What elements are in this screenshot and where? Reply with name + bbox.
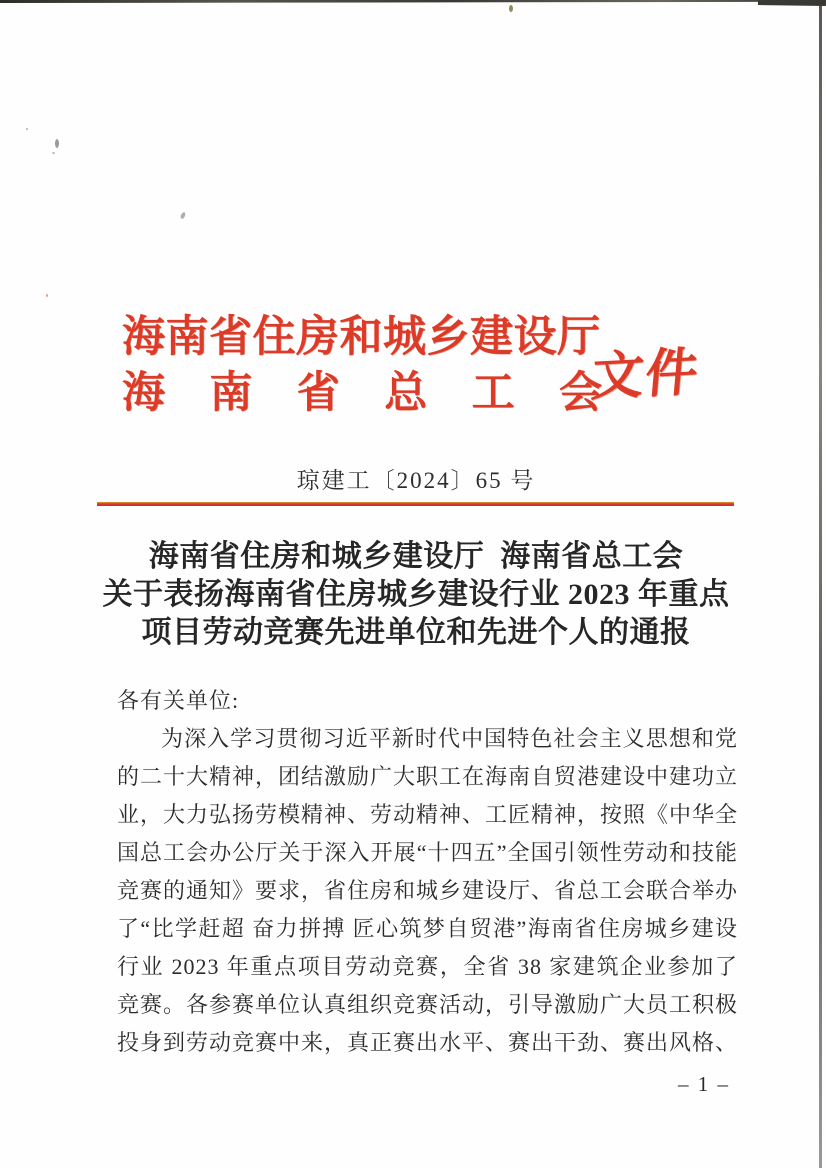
file-label: 文件: [589, 344, 702, 408]
agency-name-line2: 海南省总工会: [122, 370, 602, 417]
body-paragraph: 为深入学习贯彻习近平新时代中国特色社会主义思想和党的二十大精神，团结激励广大职工在海南自贸港建设中建功立业，大力弘扬劳模精神、劳动精神、工匠精神，按照《中华全国总工会办公厅关于深入开展“十四五”全国引领性劳动和技能竞赛的通知》要求，省住房和城乡建设厅、省总工会联合举办了“比学赶超 奋力拼搏 匠心筑梦自贸港”海南省住房城乡建设行业 2023 年重点项目劳动竞赛，全省 38 家建筑企业参加了竞赛。各参赛单位认真组织竞赛活动，引导激励广大员工积极投身到劳动竞赛中来，真正赛出水平、赛出干劲、赛出风格、: [117, 726, 739, 1055]
scan-edge-top: [0, 0, 826, 3]
scan-speck: [52, 152, 55, 154]
document-number: 琼建工〔2024〕65 号: [296, 468, 536, 493]
document-body: [117, 682, 738, 1062]
document-title-line1: 海南省住房和城乡建设厅 海南省总工会: [148, 540, 684, 573]
red-divider-rule: [97, 502, 734, 506]
scan-speck: [509, 5, 513, 12]
scan-corner-mark: [758, 0, 826, 6]
scan-speck: [55, 139, 59, 148]
issuing-agencies: [122, 310, 602, 422]
scan-speck: [26, 128, 28, 130]
scan-speck: [46, 294, 48, 297]
scan-edge-right: [819, 0, 822, 1168]
scan-speck: [180, 211, 187, 219]
document-title-line3: 项目劳动竞赛先进单位和先进个人的通报: [141, 616, 691, 649]
document-title: [96, 538, 736, 652]
document-title-line2: 关于表扬海南省住房城乡建设行业 2023 年重点: [102, 578, 730, 611]
salutation: 各有关单位:: [117, 688, 240, 713]
page-number: – 1 –: [678, 1072, 730, 1096]
agency-name-line1: 海南省住房和城乡建设厅: [122, 314, 601, 361]
